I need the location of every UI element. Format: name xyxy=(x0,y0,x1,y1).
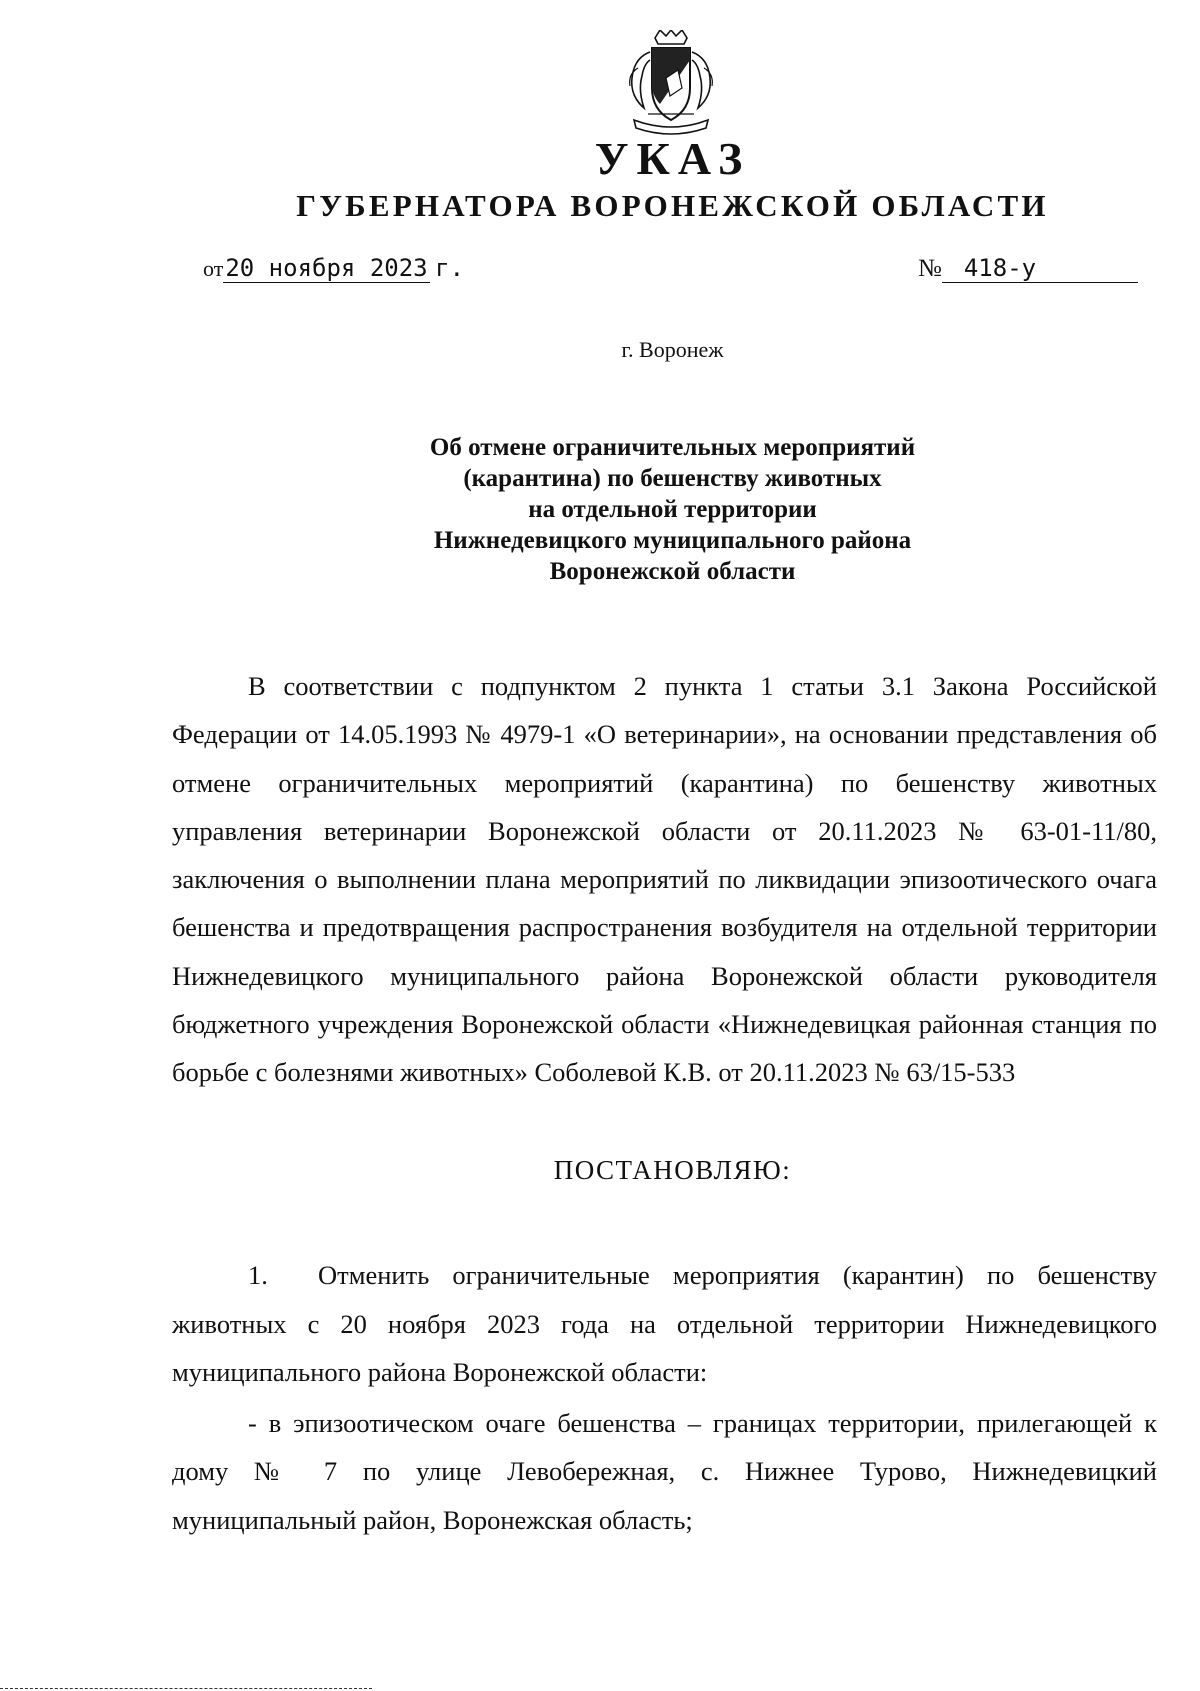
coat-of-arms-icon xyxy=(620,30,722,142)
heading-line: Нижнедевицкого муниципального района xyxy=(433,527,912,554)
preamble-paragraph: В соответствии с подпунктом 2 пункта 1 статьи 3.1 Закона Российской Федерации от 14.05.1993 № 4979-1 «О ветеринарии», на основании представления об отмене ограничительных мероприятий (карантина) по бешенству животных управления ветеринарии Воронежской области от 20.11.2023 № 63-01-11/80, заключения о выполнении плана мероприятий по ликвидации эпизоотического очага бешенства и предотвращения распространения возбудителя на отдельной территории Нижнедевицкого муниципального района Воронежской области руководителя бюджетного учреждения Воронежской области «Нижнедевицкая районная станция по борьбе с болезнями животных» Соболевой К.В. от 20.11.2023 № 63/15-533 xyxy=(172,671,1157,1088)
number-value: 418-у xyxy=(942,254,1138,283)
city: г. Воронеж xyxy=(621,337,724,362)
date-value: 20 ноября 2023 xyxy=(225,254,428,282)
decree-number xyxy=(918,254,1154,283)
preamble xyxy=(172,662,1157,1097)
heading-line: Об отмене ограничительных мероприятий xyxy=(429,434,916,461)
heading-line: (карантина) по бешенству животных xyxy=(463,465,882,492)
decree-title: УКАЗ xyxy=(594,133,751,184)
footer-divider xyxy=(0,1688,372,1689)
decree-date xyxy=(203,254,464,283)
item-1 xyxy=(172,1251,1157,1544)
resolve-word: ПОСТАНОВЛЯЮ: xyxy=(553,1155,792,1185)
decree-heading xyxy=(0,432,1200,587)
item-1-subpoint: - в эпизоотическом очаге бешенства – границах территории, прилегающей к дому № 7 по улице Левобережная, с. Нижнее Турово, Нижнедевицкий муниципальный район, Воронежская область; xyxy=(172,1407,1157,1535)
item-number: 1. xyxy=(248,1260,268,1290)
date-suffix: г. xyxy=(435,254,465,282)
date-prefix: от xyxy=(203,256,224,281)
item-1-paragraph xyxy=(172,1251,1157,1397)
item-text: Отменить ограничительные мероприятия (карантин) по бешенству животных с 20 ноября 2023 года на отдельной территории Нижнедевицкого муниципального района Воронежской области: xyxy=(172,1260,1157,1387)
heading-line: на отдельной территории xyxy=(528,496,817,523)
heading-line: Воронежской области xyxy=(549,558,796,585)
number-prefix: № xyxy=(918,255,942,282)
decree-subtitle: ГУБЕРНАТОРА ВОРОНЕЖСКОЙ ОБЛАСТИ xyxy=(296,188,1049,223)
